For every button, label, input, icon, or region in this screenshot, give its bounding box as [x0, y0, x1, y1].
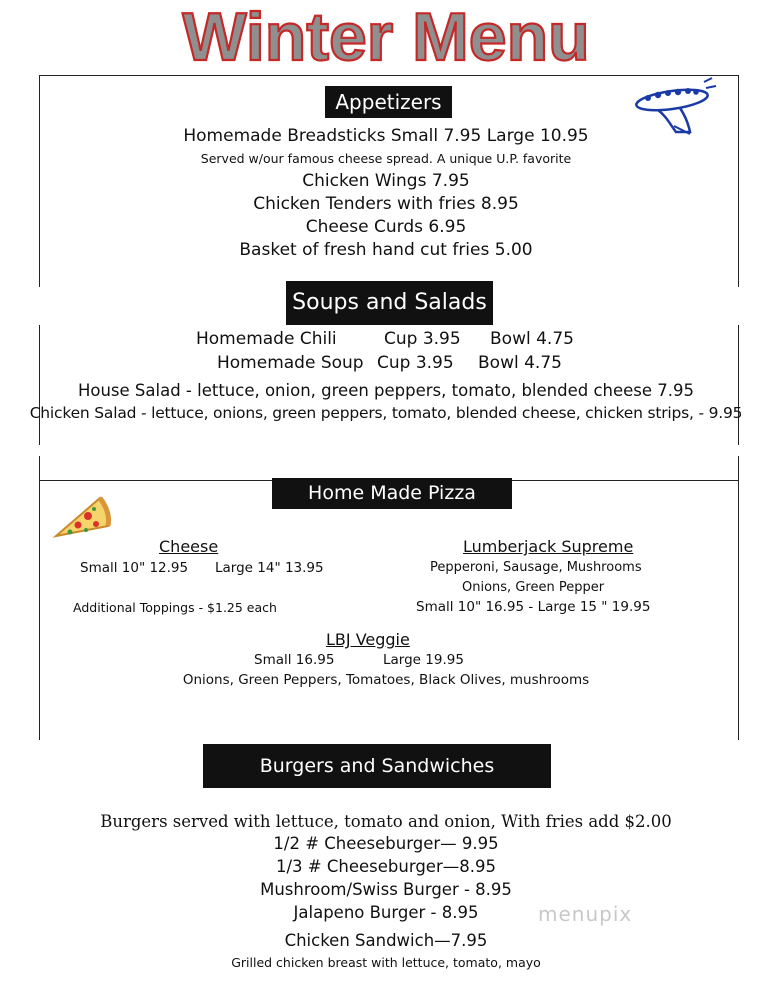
- pizza-header: Home Made Pizza: [272, 478, 512, 509]
- veggie-small: Small 16.95: [254, 652, 335, 668]
- veggie-title: LBJ Veggie: [326, 630, 410, 649]
- chili-name: Homemade Chili: [196, 329, 337, 349]
- soup-bowl: Bowl 4.75: [478, 353, 562, 373]
- menu-title-text: Winter Menu: [182, 0, 590, 74]
- mushroom-swiss-burger: Mushroom/Swiss Burger - 8.95: [260, 880, 512, 899]
- burgers-header: Burgers and Sandwiches: [203, 744, 551, 788]
- breadsticks-note: Served w/our famous cheese spread. A unique U.P. favorite: [200, 151, 572, 166]
- frame-right-line-3: [738, 456, 739, 740]
- soup-cup: Cup 3.95: [377, 353, 454, 373]
- watermark: menupix: [538, 902, 633, 926]
- chili-bowl: Bowl 4.75: [490, 329, 574, 349]
- tenders-item: Chicken Tenders with fries 8.95: [253, 194, 519, 214]
- curds-item: Cheese Curds 6.95: [305, 217, 467, 237]
- wings-item: Chicken Wings 7.95: [302, 171, 470, 191]
- lumberjack-title: Lumberjack Supreme: [463, 537, 634, 556]
- veggie-desc: Onions, Green Peppers, Tomatoes, Black Olives, mushrooms: [182, 672, 590, 688]
- fries-item: Basket of fresh hand cut fries 5.00: [239, 240, 533, 260]
- lumberjack-desc-2: Onions, Green Pepper: [462, 580, 605, 595]
- chicken-salad-item: Chicken Salad - lettuce, onions, green peppers, tomato, blended cheese, chicken strips, - 9.95: [29, 404, 743, 422]
- chili-cup: Cup 3.95: [384, 329, 461, 349]
- house-salad-item: House Salad - lettuce, onion, green peppers, tomato, blended cheese 7.95: [77, 381, 695, 400]
- cheese-pizza-small: Small 10" 12.95: [80, 560, 189, 576]
- lumberjack-prices: Small 10" 16.95 - Large 15 " 19.95: [416, 599, 651, 615]
- lumberjack-desc-1: Pepperoni, Sausage, Mushrooms: [430, 560, 642, 575]
- appetizers-header: Appetizers: [325, 86, 452, 118]
- additional-toppings: Additional Toppings - $1.25 each: [73, 600, 277, 615]
- breadsticks-item: Homemade Breadsticks Small 7.95 Large 10.95: [183, 126, 589, 146]
- pizza-slice-icon: [52, 492, 112, 540]
- cheese-pizza-large: Large 14" 13.95: [215, 560, 324, 576]
- half-pound-cheeseburger: 1/2 # Cheeseburger— 9.95: [273, 834, 499, 853]
- burgers-intro: Burgers served with lettuce, tomato and onion, With fries add $2.00: [100, 812, 672, 831]
- soup-name: Homemade Soup: [217, 353, 364, 373]
- chicken-sandwich: Chicken Sandwich—7.95: [284, 931, 488, 950]
- chicken-sandwich-note: Grilled chicken breast with lettuce, tomato, mayo: [231, 955, 541, 970]
- soups-header: Soups and Salads: [286, 281, 493, 325]
- third-pound-cheeseburger: 1/3 # Cheeseburger—8.95: [276, 857, 496, 876]
- veggie-large: Large 19.95: [383, 652, 464, 668]
- jalapeno-burger: Jalapeno Burger - 8.95: [293, 903, 479, 922]
- menu-title: [0, 0, 772, 74]
- frame-left-line-3: [39, 456, 40, 740]
- cheese-pizza-title: Cheese: [159, 537, 219, 556]
